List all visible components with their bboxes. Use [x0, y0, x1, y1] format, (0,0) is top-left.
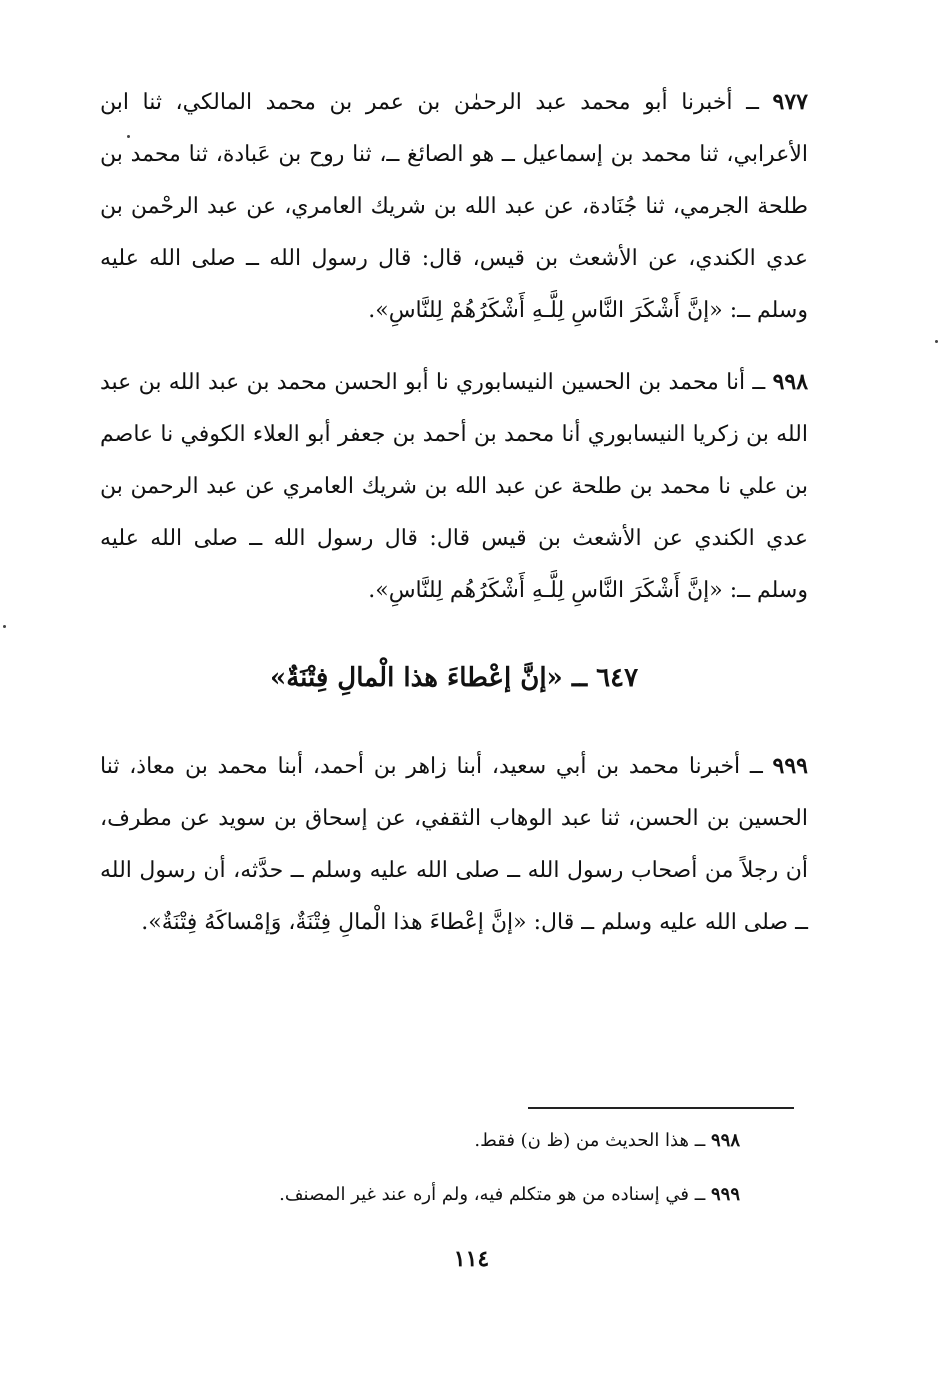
footnote-text: ــ هذا الحديث من (ظ ن) فقط.	[474, 1130, 706, 1151]
hadith-text: ــ أخبرنا أبو محمد عبد الرحمٰن بن عمر بن محمد المالكي، ثنا ابن الأعرابي، ثنا محمد بن إسماعيل ــ هو الصائغ ــ، ثنا روح بن عَبادة، ثنا محمد بن طلحة الجرمي، ثنا جُنَادة، عن عبد الله بن شريك العامري، عن عبد الرحْمن بن عدي الكندي، عن الأشعث بن قيس، قال: قال رسول الله ــ صلى الله عليه وسلم ــ: «إنَّ أَشْكَرَ النَّاسِ لِلَّـهِ أَشْكَرُهُمْ لِلنَّاسِ».	[100, 90, 808, 323]
hadith-paragraph-977	[100, 76, 808, 337]
hadith-paragraph-998	[100, 356, 808, 617]
footnote-number: ٩٩٩	[710, 1184, 740, 1205]
scan-speck	[3, 625, 6, 628]
footnote-text: ــ في إسناده من هو متكلم فيه، ولم أره عند غير المصنف.	[279, 1184, 706, 1205]
footnote-998	[100, 1126, 740, 1156]
hadith-number: ٩٩٩	[772, 753, 808, 779]
footnote-999	[100, 1180, 740, 1210]
scan-speck	[935, 340, 938, 343]
footnote-number: ٩٩٨	[710, 1130, 740, 1151]
page-number: ١١٤	[453, 1246, 490, 1272]
section-heading: ٦٤٧ ــ «إنَّ إعْطاءَ هذا الْمالِ فِتْنَةٌ»	[269, 663, 639, 693]
hadith-number: ٩٧٧	[772, 89, 808, 115]
hadith-number: ٩٩٨	[772, 369, 809, 395]
scan-speck	[127, 135, 130, 138]
footnote-divider	[528, 1107, 794, 1109]
hadith-text: ــ أنا محمد بن الحسين النيسابوري نا أبو الحسن محمد بن عبد الله بن عبد الله بن زكريا النيسابوري أنا محمد بن أحمد بن جعفر أبو العلاء الكوفي نا عاصم بن علي نا محمد بن طلحة عن عبد الله بن شريك العامري عن عبد الرحمن بن عدي الكندي عن الأشعث بن قيس قال: قال رسول الله ــ صلى الله عليه وسلم ــ: «إنَّ أَشْكَرَ النَّاسِ لِلَّـهِ أَشْكَرُهُم لِلنَّاسِ».	[100, 370, 808, 603]
hadith-paragraph-999	[100, 740, 808, 949]
hadith-text: ــ أخبرنا محمد بن أبي سعيد، أبنا زاهر بن أحمد، أبنا محمد بن معاذ، ثنا الحسين بن الحسن، ثنا عبد الوهاب الثقفي، عن إسحاق بن سويد عن مطرف، أن رجلاً من أصحاب رسول الله ــ صلى الله عليه وسلم ــ حدَّثه، أن رسول الله ــ صلى الله عليه وسلم ــ قال: «إنَّ إعْطاءَ هذا الْمالِ فِتْنَةٌ، وَإمْساكَهُ فِتْنَةٌ».	[100, 754, 808, 935]
